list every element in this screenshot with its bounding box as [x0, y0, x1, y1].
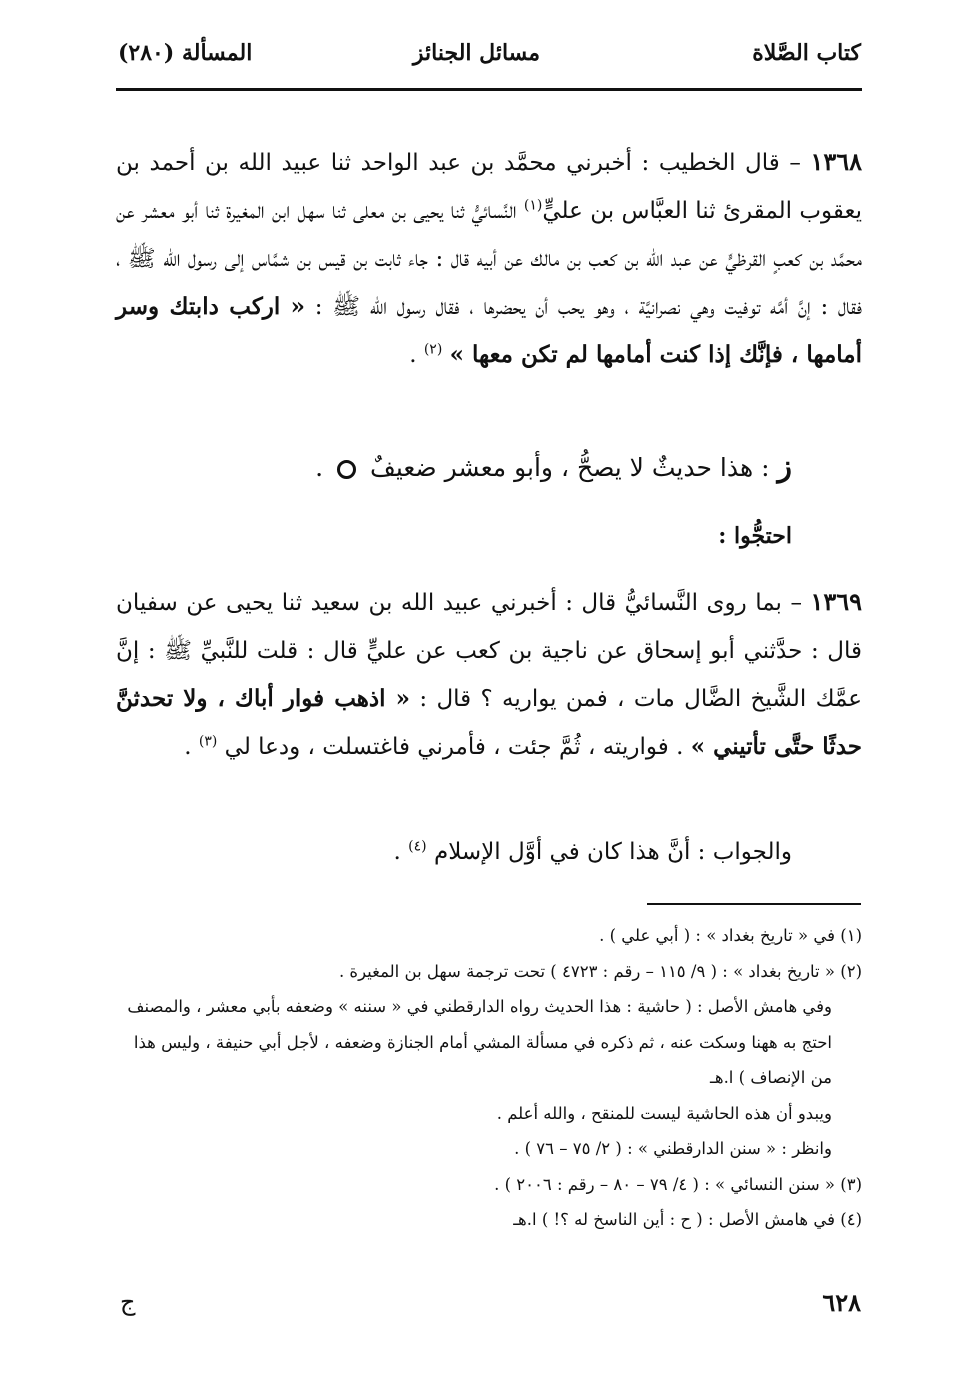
answer-text: والجواب : أنَّ هذا كان في أوَّل الإسلام — [433, 839, 792, 865]
footnote-rule — [647, 903, 861, 905]
footnote-ref: (٢) — [423, 341, 443, 358]
end-mark: . — [184, 734, 192, 760]
hadith-text: النَّسائيُّ ثنا يحيى بن معلى ثنا سهل ابن المغيرة ثنا أبو معشر عن محمَّد بن كعبٍ القرظيٍّ عن عبد الله بن كعب بن مالك عن أبيه قال : جاء ثابت بن قيس بن شمَّاس إلى رسول الله ﷺ ، فقال : إنَّ أمَّه توفيت وهي نصرانيَّة ، وهو يحب أن يحضرها ، فقال رسول الله ﷺ : — [116, 198, 862, 320]
running-header-chapter: مسائل الجنائز — [412, 40, 541, 66]
hadith-number: ١٣٦٨ — [810, 147, 863, 176]
running-header-issue: المسألة (٢٨٠) — [118, 40, 253, 66]
footnote-2-see-also: وانظر : « سنن الدارقطني » : ( ٢/ ٧٥ – ٧٦ ) . — [514, 1139, 832, 1158]
hadith-text: . فواريته ، ثُمَّ جئت ، فأمرني فاغتسلت ، ودعا لي — [224, 734, 684, 760]
author-note — [116, 443, 792, 492]
prophetic-quote: « اركب دابتك وسر أمامها ، فإنَّك إذا كنت أمامها لم تكن معها » — [116, 293, 862, 368]
end-mark: . — [393, 839, 401, 865]
footnote-2-remark: ويبدو أن هذه الحاشية ليست للمنقح ، والله أعلم . — [496, 1103, 832, 1123]
hadith-1368 — [116, 138, 862, 379]
section-heading: احتجُّوا : — [718, 523, 792, 549]
footnote-2: (٢) « تاريخ بغداد » : ( ٩/ ١١٥ – رقم : ٤٧٢٣ ) تحت ترجمة سهل بن المغيرة . — [338, 961, 862, 981]
end-mark: . — [409, 342, 417, 368]
footnote-4: (٤) في هامش الأصل : ( ح : أين الناسخ له ؟! ) ا.هـ — [513, 1210, 862, 1229]
footnote-ref: (٣) — [198, 733, 218, 750]
footnote-2-margin-note: وفي هامش الأصل : ( حاشية : هذا الحديث رواه الدارقطني في « سننه » وضعفه بأبي معشر ، والمصنف احتج به ههنا وسكت عنه ، ثم ذكره في مسألة المشي أمام الجنازة وضعفه ، لأجل أبي حنيفة ، وليس هذا من الإنصاف ) ا.هـ — [127, 997, 832, 1087]
hadith-text: – قال الخطيب : أخبرني محمَّد بن عبد الواحد ثنا عبيد الله بن أحمد بن يعقوب المقرئ ثنا العبَّاس بن عليٍّ — [116, 150, 863, 224]
footnote-3: (٣) « سنن النسائي » : ( ٤/ ٧٩ – ٨٠ – رقم : ٢٠٠٦ ) . — [494, 1174, 862, 1194]
end-mark: . — [315, 453, 324, 482]
page-number: ٦٢٨ — [822, 1288, 861, 1317]
prophetic-quote: « اذهب فوار أباك ، ولا تحدثنَّ حدثًا حتَّى تأتيني » — [116, 685, 862, 760]
running-header-book: كتاب الصَّلاة — [752, 40, 861, 66]
note-text: : هذا حديثٌ لا يصحُّ ، وأبو معشر ضعيفٌ — [369, 453, 770, 482]
footnotes — [116, 918, 862, 1238]
zay-symbol: ز — [777, 449, 792, 484]
answer — [116, 828, 792, 876]
footnote-ref: (٤) — [408, 838, 427, 855]
hadith-number: ١٣٦٩ — [810, 587, 863, 616]
ring-symbol-icon — [337, 460, 356, 479]
footnote-1: (١) في « تاريخ بغداد » : ( أبي علي ) . — [599, 926, 862, 945]
hadith-1369 — [116, 578, 862, 771]
hadith-text: – بما روى النَّسائيُّ قال : أخبرني عبيد الله بن سعيد ثنا يحيى عن سفيان قال : حدَّثني أبو إسحاق عن ناجية بن كعب عن عليٍّ قال : قلت للنَّبيِّ ﷺ : إنَّ عمَّك الشَّيخ الضَّال مات ، فمن يواريه ؟ قال : — [116, 590, 863, 712]
header-rule — [116, 88, 862, 91]
signature-mark: ج — [120, 1288, 136, 1316]
footnote-ref: (١) — [523, 197, 543, 214]
